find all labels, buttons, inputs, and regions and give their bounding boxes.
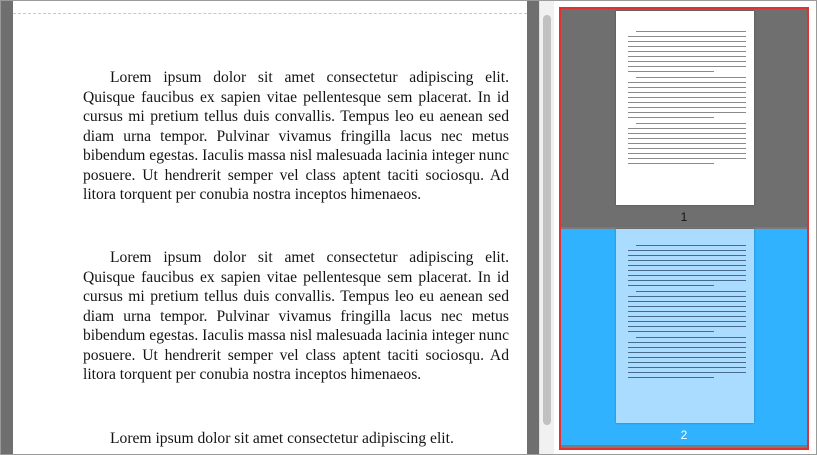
thumbnail-text-line (628, 117, 714, 118)
thumbnail-text-line (628, 143, 746, 144)
thumbnail-text-line (628, 138, 746, 139)
thumbnail-text-line (628, 87, 746, 88)
thumbnail-panel[interactable] (559, 7, 809, 450)
page-top-rule (13, 13, 527, 15)
thumbnail-text-line (628, 112, 746, 113)
thumbnail-text-line (628, 41, 746, 42)
thumbnail-panel-footer (561, 445, 807, 450)
thumbnail-text-line (628, 128, 746, 129)
thumbnail-text-line (628, 148, 746, 149)
document-viewer[interactable] (1, 1, 539, 454)
thumbnail-text-line (628, 301, 746, 302)
thumbnail-text-line (636, 31, 746, 32)
thumbnail-text-line (628, 260, 746, 261)
thumbnail-text-line (628, 92, 746, 93)
thumbnail-text-line (628, 275, 746, 276)
scrollbar-thumb[interactable] (543, 15, 551, 425)
thumbnail-text-line (628, 102, 746, 103)
thumbnail-text-line (628, 357, 746, 358)
document-scrollbar[interactable] (539, 1, 554, 454)
thumbnail-text-line (628, 66, 746, 67)
thumbnail-text-line (628, 51, 746, 52)
thumbnail-text-line (628, 46, 746, 47)
thumbnail-text-line (628, 321, 746, 322)
thumbnail-text-line (628, 377, 714, 378)
paragraph-2: Lorem ipsum dolor sit amet consectetur adipiscing elit. Quisque faucibus ex sapien vitae pellentesque sem placerat. In id cursus mi pretium tellus duis convallis. Tempus leo eu aenean sed diam urna tempor. Pulvinar vivamus fringilla lacus nec metus bibendum egestas. Iaculis massa nisl malesuada lacinia integer nunc posuere. Ut hendrerit semper vel class aptent taciti sociosqu. Ad litora torquent per conubia nostra inceptos himenaeos. (83, 249, 509, 383)
thumbnail-text-line (628, 36, 746, 37)
paragraph-3: Lorem ipsum dolor sit amet consectetur adipiscing elit. (110, 430, 454, 447)
thumbnail-text-line (628, 316, 746, 317)
thumbnail-text-line (628, 342, 746, 343)
thumbnail-number: 1 (680, 210, 688, 224)
thumbnail-text-line (628, 107, 746, 108)
thumbnail-text-line (636, 123, 746, 124)
thumbnail-text-line (628, 255, 746, 256)
thumbnail-text-line (628, 311, 746, 312)
thumbnail-text-line (628, 82, 746, 83)
thumbnail-text-line (628, 362, 746, 363)
thumbnail-text-line (628, 163, 714, 164)
thumbnail-text-line (636, 77, 746, 78)
thumbnail-page-2[interactable] (561, 229, 807, 445)
thumbnail-text-line (628, 71, 714, 72)
thumbnail-text-line (636, 291, 746, 292)
thumbnail-text-line (628, 372, 746, 373)
thumbnail-text-line (628, 347, 746, 348)
thumbnail-text-line (628, 270, 746, 271)
thumbnail-text-line (628, 296, 746, 297)
thumbnail-text-line (628, 352, 746, 353)
thumbnail-text-line (628, 331, 714, 332)
paragraph-1: Lorem ipsum dolor sit amet consectetur adipiscing elit. Quisque faucibus ex sapien vitae pellentesque sem placerat. In id cursus mi pretium tellus duis convallis. Tempus leo eu aenean sed diam urna tempor. Pulvinar vivamus fringilla lacus nec metus bibendum egestas. Iaculis massa nisl malesuada lacinia integer nunc posuere. Ut hendrerit semper vel class aptent taciti sociosqu. Ad litora torquent per conubia nostra inceptos himenaeos. (83, 69, 509, 203)
thumbnail-text-line (628, 306, 746, 307)
thumbnail-page-1[interactable] (561, 9, 807, 227)
thumbnail-preview-1 (616, 11, 754, 205)
thumbnail-text-line (628, 285, 714, 286)
thumbnail-text-line (628, 56, 746, 57)
thumbnail-text-line (628, 97, 746, 98)
thumbnail-text-line (636, 337, 746, 338)
thumbnail-text-line (628, 250, 746, 251)
thumbnail-text-line (636, 245, 746, 246)
thumbnail-text-line (628, 367, 746, 368)
thumbnail-text-line (628, 153, 746, 154)
thumbnail-preview-2 (616, 229, 754, 423)
thumbnail-number: 2 (680, 428, 688, 442)
thumbnail-text-line (628, 158, 746, 159)
thumbnail-text-line (628, 280, 746, 281)
thumbnail-text-line (628, 133, 746, 134)
thumbnail-text-line (628, 326, 746, 327)
document-page (13, 1, 527, 454)
thumbnail-text-line (628, 265, 746, 266)
thumbnail-text-line (628, 61, 746, 62)
